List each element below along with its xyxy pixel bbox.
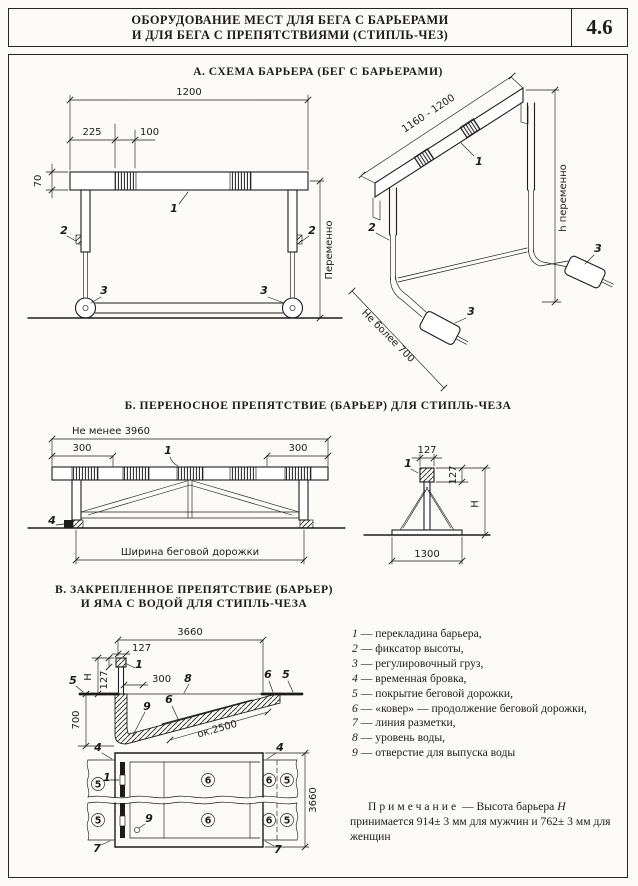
page-title-line2: И ДЛЯ БЕГА С ПРЕПЯТСТВИЯМИ (СТИПЛЬ-ЧЕЗ) xyxy=(131,27,449,42)
legend-text-4: — временная бровка, xyxy=(360,671,467,685)
part-label-beam-side: 1 xyxy=(404,457,412,470)
circle-5-bottom-right: 5 xyxy=(283,815,291,827)
dim-1300: 1300 xyxy=(414,549,440,560)
dim-3660-plan: 3660 xyxy=(308,787,319,813)
legend-num-7: 7 xyxy=(352,716,358,730)
dim-700: 700 xyxy=(71,710,82,730)
dim-1160-1200: 1160 - 1200 xyxy=(400,92,458,136)
part-label-carpet-right: 6 xyxy=(264,668,272,681)
dim-ne-bolee-700: Не более 700 xyxy=(359,307,417,365)
dim-h-peremenno: h переменно xyxy=(558,164,569,232)
part-label-carpet-section: 6 xyxy=(165,693,173,706)
dim-127-side: 127 xyxy=(448,465,459,485)
circle-6-top-center: 6 xyxy=(204,775,212,787)
circle-5-top-right: 5 xyxy=(283,775,291,787)
legend-text-8: — уровень воды, xyxy=(360,731,446,745)
note-text2: принимается 914± 3 мм для мужчин и 762± 3 мм для женщин xyxy=(350,815,611,843)
part-label-curb-left: 4 xyxy=(94,741,102,754)
legend-text-3: — регулировочный груз, xyxy=(360,656,484,670)
part-label-track-right: 5 xyxy=(282,668,290,681)
legend-text-5: — покрытие беговой дорожки, xyxy=(360,686,514,700)
legend-item-1 xyxy=(352,627,626,642)
section-b-drawing xyxy=(12,418,626,580)
part-label-beam: 1 xyxy=(164,444,172,457)
part-label-marking-left: 7 xyxy=(93,842,101,855)
legend-item-3 xyxy=(352,657,626,672)
legend-text-7: — линия разметки, xyxy=(360,716,456,730)
note-text1: Высота барьера xyxy=(476,800,555,813)
section-v-title xyxy=(24,583,364,610)
part-label-lock-left: 2 xyxy=(60,224,68,237)
parts-legend xyxy=(352,627,626,761)
section-a-drawing xyxy=(12,70,626,404)
dim-1200: 1200 xyxy=(176,87,202,98)
part-label-weight-right: 3 xyxy=(260,284,268,297)
legend-num-8: 8 xyxy=(352,731,358,745)
legend-num-9: 9 xyxy=(352,746,358,760)
legend-num-5: 5 xyxy=(352,686,358,700)
part-label-crossbar-section: 1 xyxy=(135,658,143,671)
note-dash: — xyxy=(462,800,474,813)
legend-item-7 xyxy=(352,716,626,731)
part-label-curb-right: 4 xyxy=(276,741,284,754)
water-pit-plan-view xyxy=(12,740,362,880)
part-label-crossbar: 1 xyxy=(170,202,178,215)
dim-100: 100 xyxy=(140,127,160,138)
legend-item-6 xyxy=(352,702,626,717)
note-block xyxy=(350,799,622,844)
part-label-lock-iso: 2 xyxy=(368,221,376,234)
dim-ok-2500: ок.2500 xyxy=(196,718,239,741)
section-a-title: А. СХЕМА БАРЬЕРА (БЕГ С БАРЬЕРАМИ) xyxy=(193,65,443,78)
legend-num-6: 6 xyxy=(352,701,358,715)
part-label-weight-iso-left: 3 xyxy=(467,305,475,318)
note-paragraph xyxy=(350,799,622,844)
dim-127-top: 127 xyxy=(417,445,437,456)
legend-text-2: — фиксатор высоты, xyxy=(360,641,464,655)
part-label-marking-right: 7 xyxy=(274,843,282,856)
part-label-weight-left: 3 xyxy=(100,284,108,297)
dim-300-right: 300 xyxy=(288,443,308,454)
part-label-drain-section: 9 xyxy=(143,700,151,713)
section-v-title-line2: И ЯМА С ВОДОЙ ДЛЯ СТИПЛЬ-ЧЕЗА xyxy=(80,596,308,610)
page-number: 4.6 xyxy=(571,9,627,46)
circle-5-bottom-left: 5 xyxy=(94,815,102,827)
part-label-lock-right: 2 xyxy=(308,224,316,237)
legend-text-6: — «ковер» — продолжение беговой дорожки, xyxy=(360,701,587,715)
page-title xyxy=(9,9,571,46)
part-label-crossbar-plan: 1 xyxy=(103,771,111,784)
circle-6-bottom-center: 6 xyxy=(204,815,212,827)
dim-h-section: Н xyxy=(83,673,94,681)
circle-5-top-left: 5 xyxy=(94,779,102,791)
legend-num-4: 4 xyxy=(352,671,358,685)
page-title-line1: ОБОРУДОВАНИЕ МЕСТ ДЛЯ БЕГА С БАРЬЕРАМИ xyxy=(131,12,449,27)
note-label: Примечание xyxy=(368,800,460,813)
legend-num-2: 2 xyxy=(352,641,358,655)
dim-70: 70 xyxy=(33,174,44,188)
note-h-symbol: Н xyxy=(557,800,566,813)
hurdle-front-view xyxy=(28,87,342,321)
dim-300-left: 300 xyxy=(72,443,92,454)
dim-3660: 3660 xyxy=(177,627,203,638)
dim-ne-menee-3960: Не менее 3960 xyxy=(72,426,151,437)
dim-peremenno: Переменно xyxy=(324,220,335,280)
legend-text-1: — перекладина барьера, xyxy=(360,627,482,640)
part-label-weight-iso-right: 3 xyxy=(594,242,602,255)
legend-num-3: 3 xyxy=(352,656,358,670)
dim-225: 225 xyxy=(82,127,102,138)
part-label-drain-plan: 9 xyxy=(145,812,153,825)
circle-6-top-right: 6 xyxy=(265,775,273,787)
legend-text-9: — отверстие для выпуска воды xyxy=(360,746,516,760)
legend-item-5 xyxy=(352,687,626,702)
part-label-water-level: 8 xyxy=(184,672,192,685)
section-b-title: Б. ПЕРЕНОСНОЕ ПРЕПЯТСТВИЕ (БАРЬЕР) ДЛЯ СТИПЛЬ-ЧЕЗА xyxy=(124,399,512,412)
header-bar xyxy=(8,8,628,47)
section-v-title-line1: В. ЗАКРЕПЛЕННОЕ ПРЕПЯТСТВИЕ (БАРЬЕР) xyxy=(55,583,333,596)
part-label-track-left: 5 xyxy=(69,674,77,687)
dim-300-water: 300 xyxy=(152,674,172,685)
dim-127-post: 127 xyxy=(132,643,152,654)
dim-track-width: Ширина беговой дорожки xyxy=(120,547,260,558)
legend-item-8 xyxy=(352,731,626,746)
legend-item-4 xyxy=(352,672,626,687)
legend-num-1: 1 xyxy=(352,627,358,640)
hurdle-perspective-view xyxy=(349,73,618,391)
dim-127-bar: 127 xyxy=(99,670,110,690)
circle-6-bottom-right: 6 xyxy=(265,815,273,827)
part-label-curb: 4 xyxy=(48,514,56,527)
steeple-barrier-front-view xyxy=(28,426,345,564)
dim-h-side: Н xyxy=(470,500,481,508)
legend-item-2 xyxy=(352,642,626,657)
part-label-crossbar-iso: 1 xyxy=(475,155,483,168)
legend-item-9 xyxy=(352,746,626,761)
steeple-barrier-side-view xyxy=(364,445,490,564)
